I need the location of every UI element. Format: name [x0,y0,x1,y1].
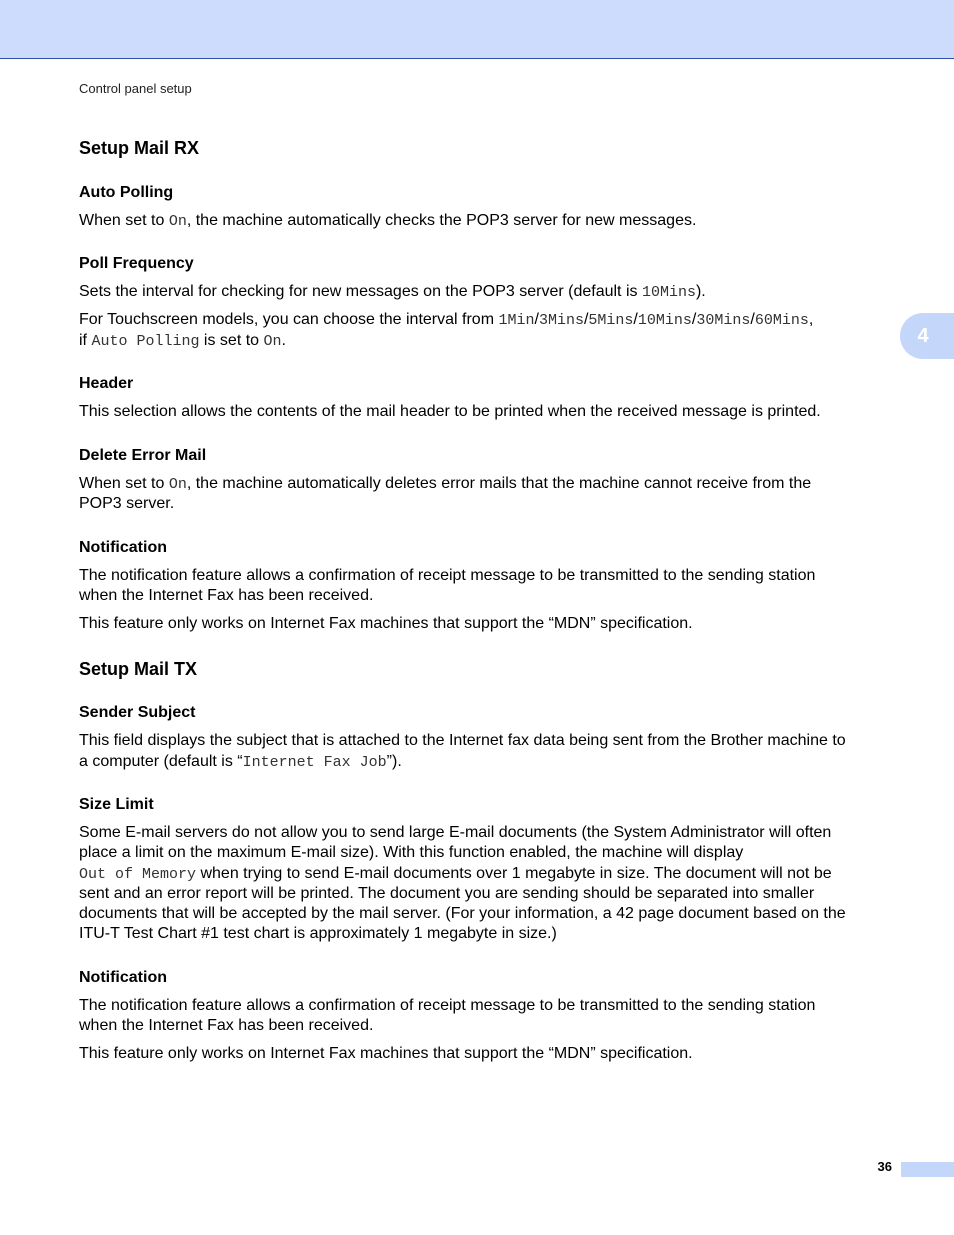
header-band [0,0,954,59]
subsection-title-notification-tx: Notification [79,969,167,986]
notification-tx-line1: The notification feature allows a confirmation of receipt message to be transmitted to the sending station [79,997,816,1014]
size-limit-line4: sent and an error report will be printed. The document you are sending should be separated into smaller [79,885,815,902]
page-number-bar [901,1162,954,1177]
breadcrumb: Control panel setup [79,81,192,96]
page-number: 36 [877,1159,892,1174]
code-on: On [168,213,187,230]
size-limit-line6: ITU-T Test Chart #1 test chart is approximately 1 megabyte in size.) [79,925,557,942]
section-title-setup-mail-tx: Setup Mail TX [79,659,198,679]
chapter-number: 4 [917,324,929,347]
section-title-setup-mail-rx: Setup Mail RX [79,138,200,158]
delete-error-mail-line1: When set to On, the machine automatically deletes error mails that the machine cannot receive from the [79,475,812,493]
notification-tx-mdn: This feature only works on Internet Fax machines that support the “MDN” specification. [79,1045,693,1062]
subsection-title-sender-subject: Sender Subject [79,704,196,721]
sender-subject-line1: This field displays the subject that is attached to the Internet fax data being sent from the Brother machine to [79,732,846,749]
notification-rx-mdn: This feature only works on Internet Fax machines that support the “MDN” specification. [79,615,693,632]
size-limit-line3: Out of Memory when trying to send E-mail documents over 1 megabyte in size. The document will not be [79,865,832,883]
size-limit-line5: documents that will be accepted by the mail server. (For your information, a 42 page document based on the [79,905,846,922]
subsection-title-notification-rx: Notification [79,539,167,556]
chapter-tab [900,313,954,359]
code-10mins: 10Mins [641,284,696,301]
poll-frequency-options-line1: For Touchscreen models, you can choose the interval from 1Min/3Mins/5Mins/10Mins/30Mins/60Mins, [79,311,814,329]
poll-frequency-options-line2: if Auto Polling is set to On. [79,332,286,350]
subsection-title-header: Header [79,375,134,392]
subsection-title-delete-error-mail: Delete Error Mail [79,447,207,464]
notification-tx-line2: when the Internet Fax has been received. [79,1017,374,1034]
subsection-title-poll-frequency: Poll Frequency [79,255,194,272]
sender-subject-line2: a computer (default is “Internet Fax Job”). [79,753,402,771]
delete-error-mail-line2: POP3 server. [79,495,175,512]
header-text: This selection allows the contents of the mail header to be printed when the received message is printed. [79,403,821,420]
notification-rx-line1: The notification feature allows a confirmation of receipt message to be transmitted to the sending station [79,567,816,584]
size-limit-line1: Some E-mail servers do not allow you to send large E-mail documents (the System Administrator will often [79,824,832,841]
notification-rx-line2: when the Internet Fax has been received. [79,587,374,604]
poll-frequency-default-text: Sets the interval for checking for new messages on the POP3 server (default is 10Mins). [79,283,706,301]
size-limit-line2: place a limit on the maximum E-mail size). With this function enabled, the machine will display [79,844,744,861]
subsection-title-size-limit: Size Limit [79,796,154,813]
auto-polling-text: When set to On, the machine automatically checks the POP3 server for new messages. [79,212,697,230]
subsection-title-auto-polling: Auto Polling [79,184,174,201]
